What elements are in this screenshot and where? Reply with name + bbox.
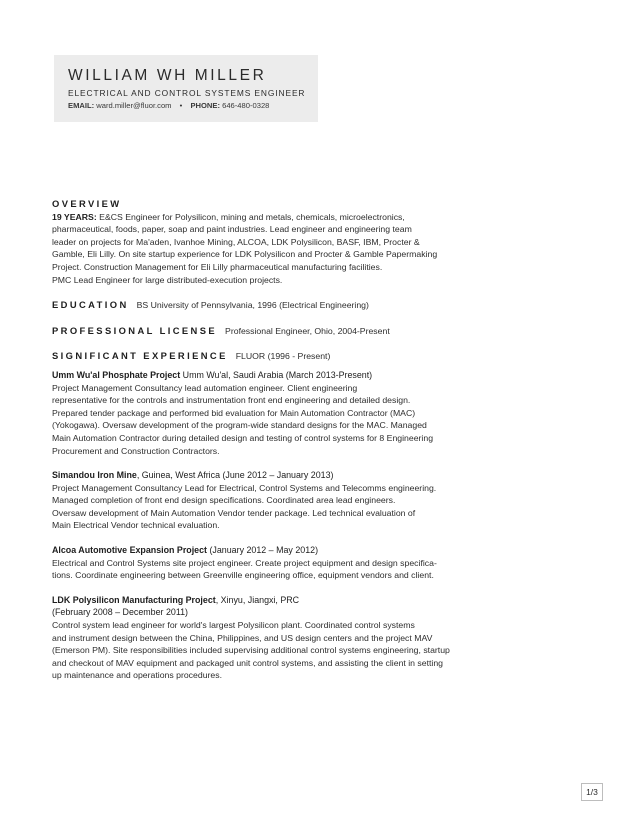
- project-description: [52, 619, 512, 682]
- project-title: [52, 544, 512, 557]
- project-line: and instrument design between the China, Philippines, and US design centers and the project MAV: [52, 632, 433, 643]
- candidate-name: WILLIAM WH MILLER: [68, 67, 267, 84]
- license-text: Professional Engineer, Ohio, 2004-Present: [225, 325, 390, 336]
- overview-line: E&CS Engineer for Polysilicon, mining and metals, chemicals, microelectronics,: [99, 211, 405, 222]
- project-line: (Emerson PM). Site responsibilities included supervising additional control systems engineering, startup: [52, 645, 450, 656]
- project-details: Umm Wu'al, Saudi Arabia (March 2013-Present): [180, 369, 373, 380]
- project-line: Prepared tender package and performed bid evaluation for Main Automation Contractor (MAC): [52, 407, 416, 418]
- phone-value: 646-480-0328: [222, 101, 270, 110]
- experience-section: [52, 350, 512, 363]
- project-title: [52, 369, 512, 382]
- education-text: BS University of Pennsylvania, 1996 (Electrical Engineering): [136, 300, 369, 311]
- project-name: LDK Polysilicon Manufacturing Project: [52, 594, 216, 605]
- project-line: Project Management Consultancy lead automation engineer. Client engineering: [52, 382, 358, 393]
- project-details: , Xinyu, Jiangxi, PRC: [215, 594, 300, 605]
- project-description: [52, 557, 512, 582]
- email-label: EMAIL:: [68, 101, 95, 110]
- project-line: and checkout of MAV equipment and packaged unit control systems, and assisting the client in setting: [52, 657, 444, 668]
- experience-heading: SIGNIFICANT EXPERIENCE: [52, 350, 228, 362]
- project-title: [52, 469, 512, 482]
- project-line: Project Management Consultancy Lead for Electrical, Control Systems and Telecomms engineering.: [52, 482, 437, 493]
- project-line: up maintenance and operations procedures.: [52, 670, 223, 681]
- project-description: [52, 482, 512, 532]
- project-details: , Guinea, West Africa (June 2012 – January 2013): [136, 470, 334, 481]
- education-heading: EDUCATION: [52, 299, 129, 311]
- overview-line: PMC Lead Engineer for large distributed-execution projects.: [52, 274, 283, 285]
- overview-line: Gamble, Eli Lilly. On site startup experience for LDK Polysilicon and Procter & Gamble Papermaking: [52, 249, 438, 260]
- project-line: Oversaw development of Main Automation Vendor tender package. Led technical evaluation of: [52, 507, 416, 518]
- project-title: [52, 594, 512, 607]
- header-box: [54, 55, 318, 122]
- license-section: [52, 325, 512, 338]
- experience-employer: FLUOR (1996 - Present): [235, 351, 331, 362]
- overview-line: pharmaceutical, foods, paper, soap and paint industries. Lead engineer and engineering team: [52, 224, 412, 235]
- project-line: Managed completion of front end design specifications. Coordinated area lead engineers.: [52, 495, 396, 506]
- project-dates-text: (February 2008 – December 2011): [52, 607, 188, 618]
- overview-years-label: 19 YEARS:: [52, 211, 97, 222]
- project-dates: [52, 606, 512, 619]
- overview-text: [52, 211, 512, 287]
- email-value[interactable]: ward.miller@fluor.com: [96, 101, 172, 110]
- resume-content: [52, 198, 512, 682]
- project-line: Main Automation Contractor during detailed design and testing of control systems for 8 Engineering: [52, 432, 434, 443]
- project-description: [52, 382, 512, 458]
- page-number: 1/3: [581, 783, 603, 801]
- candidate-role: ELECTRICAL AND CONTROL SYSTEMS ENGINEER: [68, 88, 306, 98]
- overview-heading: OVERVIEW: [52, 198, 122, 209]
- project-line: Electrical and Control Systems site project engineer. Create project equipment and design specifica-: [52, 557, 437, 568]
- contact-line: [68, 101, 269, 110]
- overview-line: Project. Construction Management for Eli Lilly pharmaceutical manufacturing facilities.: [52, 261, 383, 272]
- overview-line: leader on projects for Ma'aden, Ivanhoe Mining, ALCOA, LDK Polysilicon, BASF, IBM, Procter &: [52, 236, 420, 247]
- phone-label: PHONE:: [190, 101, 220, 110]
- project-line: Main Electrical Vendor technical evaluation.: [52, 520, 220, 531]
- license-heading: PROFESSIONAL LICENSE: [52, 324, 218, 336]
- project-line: (Yokogawa). Oversaw development of the program-wide standard designs for the MAC. Managed: [52, 420, 427, 431]
- education-section: [52, 299, 512, 312]
- contact-separator: •: [179, 101, 183, 110]
- project-line: Procurement and Construction Contractors.: [52, 445, 220, 456]
- project-name: Simandou Iron Mine: [52, 470, 137, 481]
- project-line: tions. Coordinate engineering between Greenville engineering office, equipment vendors and client.: [52, 570, 434, 581]
- project-details: (January 2012 – May 2012): [207, 545, 319, 556]
- project-line: representative for the controls and instrumentation front end engineering and detailed design.: [52, 395, 411, 406]
- project-name: Umm Wu'al Phosphate Project: [52, 369, 181, 380]
- project-line: Control system lead engineer for world's largest Polysilicon plant. Coordinated control systems: [52, 620, 415, 631]
- project-name: Alcoa Automotive Expansion Project: [52, 545, 208, 556]
